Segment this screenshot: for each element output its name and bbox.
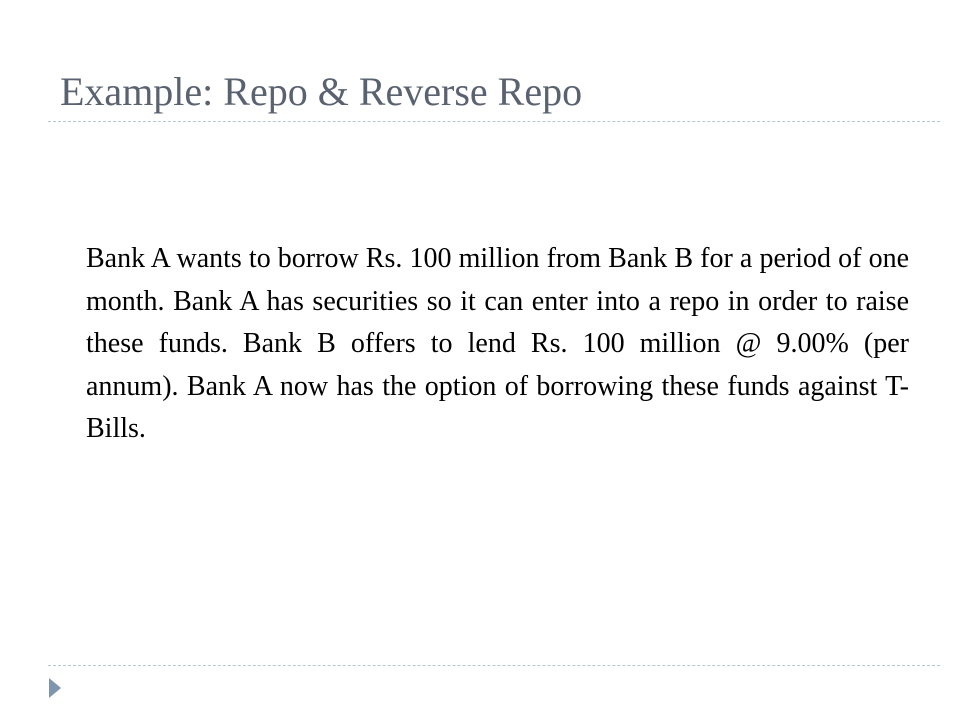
slide-body-text: Bank A wants to borrow Rs. 100 million from Bank B for a period of one month. Bank A has securities so it can enter into a repo in order to raise these funds. Bank B offers to lend Rs. 100 million @ 9.00% (per annum). Bank A now has the option of borrowing these funds against T-Bills. xyxy=(86,243,909,444)
triangle-right-icon[interactable] xyxy=(49,678,61,698)
title-divider xyxy=(48,121,940,122)
footer-divider xyxy=(48,665,940,666)
slide-title: Example: Repo & Reverse Repo xyxy=(60,69,583,114)
